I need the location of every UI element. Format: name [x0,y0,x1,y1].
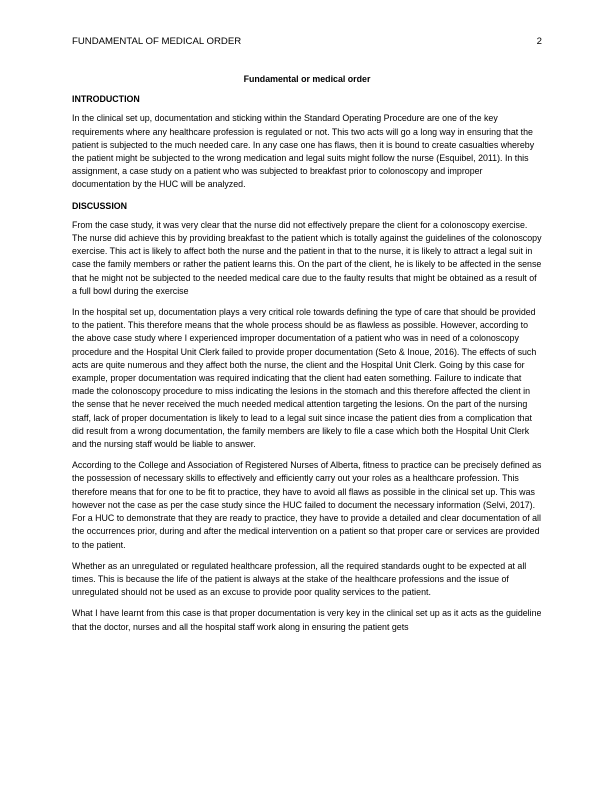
discussion-paragraph-2: In the hospital set up, documentation plays a very critical role towards defining the type of care that should be provided to the patient. This therefore means that the whole process should be as flawless as possible. However, according to the above case study where I experienced improper documentation of a patient who was in need of a colonoscopy procedure and the Hospital Unit Clerk failed to provide proper documentation (Seto & Inoue, 2016). The effects of such acts are quite numerous and they affect both the nurse, the client and the Hospital Unit Clerk. Going by this case for example, proper documentation was required indicating that the client had eaten something. Failure to indicate that made the colonoscopy procedure to miss indicating the lesions in the stomach and this therefore affected the client in the sense that he never received the much needed medical attention targeting the lesions. On the part of the nursing staff, lack of proper documentation is likely to lead to a legal suit since incase the patient dies from a complication that did result from a wrong documentation, the family members are likely to file a case which both the Hospital Unit Clerk and the nursing staff would be liable to answer. [72,307,537,450]
discussion-heading: DISCUSSION [72,200,128,211]
introduction-heading: INTRODUCTION [72,94,140,105]
document-body [72,73,542,642]
discussion-paragraph-1: From the case study, it was very clear that the nurse did not effectively prepare the client for a colonoscopy exercise. The nurse did achieve this by providing breakfast to the patient which is totally against the guidelines of the colonoscopy exercise. This act is likely to affect both the nurse and the patient in that to the nurse, it is likely to attract a legal suit in case the family members or rather the patient learns this. On the part of the client, he is likely to be affected in the sense that he might not be subjected to the needed medical care due to the faulty results that might be obtained as a result of a full bowl during the exercise [72,219,542,296]
introduction-paragraph: In the clinical set up, documentation and sticking within the Standard Operating Procedure are one of the key requirements where any healthcare profession is regulated or not. This two acts will go a long way in ensuring that the patient is subjected to the much needed care. In any case one has flaws, then it is bound to create casualties whereby the patient might be subjected to the wrong medication and legal suits might follow the nurse (Esquibel, 2011). In this assignment, a case study on a patient who was subjected to breakfast prior to colonoscopy and improper documentation by the HUC will be analyzed. [72,113,535,190]
discussion-paragraph-5: What I have learnt from this case is that proper documentation is very key in the clinical set up as it acts as the guideline that the doctor, nurses and all the hospital staff work along in ensuring the patient gets [72,608,542,632]
discussion-paragraph-3: According to the College and Association of Registered Nurses of Alberta, fitness to practice can be precisely defined as the possession of necessary skills to effectively and efficiently carry out your roles as a healthcare profession. This therefore means that for one to be fit to practice, they have to avoid all flaws as possible in the clinical set up. This was however not the case as per the case study since the HUC failed to document the necessary information (Selvi, 2017). For a HUC to demonstrate that they are ready to practice, they have to provide a detailed and clear documentation of all the occurrences prior, during and after the medical intervention on a patient so that proper care or services are provided to the patient. [72,460,542,550]
document-title: Fundamental or medical order [243,74,371,84]
running-head: FUNDAMENTAL OF MEDICAL ORDER [72,36,242,47]
page-number: 2 [536,36,542,47]
discussion-paragraph-4: Whether as an unregulated or regulated healthcare profession, all the required standards ought to be expected at all times. This is because the life of the patient is always at the stake of the healthcare professions and the issue of unregulated should not be used as an excuse to provide poor quality services to the patient. [72,560,527,598]
